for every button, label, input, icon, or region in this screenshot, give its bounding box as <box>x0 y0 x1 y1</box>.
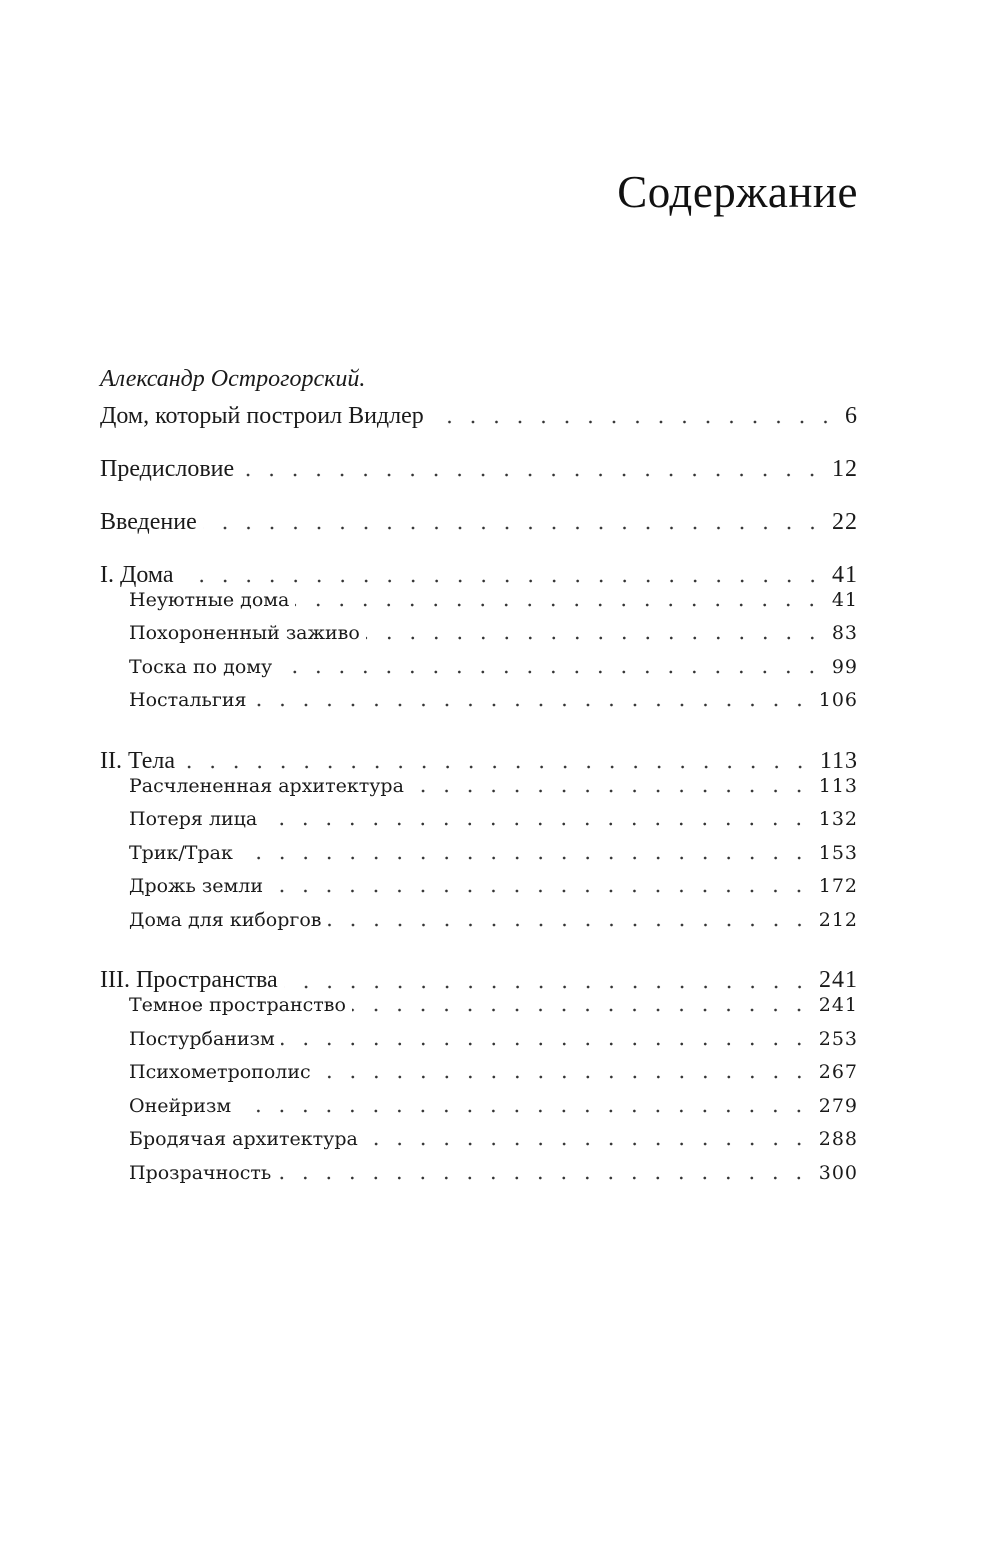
toc-chapter[interactable] <box>100 1089 858 1123</box>
dot-leader <box>317 1058 813 1081</box>
toc-chapter-page: 132 <box>818 808 858 831</box>
toc-chapter-label: Дрожь земли <box>129 875 264 898</box>
toc-entry-label: Предисловие <box>100 455 235 482</box>
toc-part-page: 241 <box>819 967 858 994</box>
toc-chapter[interactable] <box>100 989 858 1023</box>
toc-chapter-page: 267 <box>818 1061 858 1084</box>
toc-chapter[interactable] <box>100 903 858 937</box>
toc-entry-page: 22 <box>832 508 858 535</box>
toc-chapter-page: 253 <box>818 1027 858 1050</box>
toc-chapter-page: 106 <box>818 689 858 712</box>
toc-entry-preface[interactable] <box>100 447 858 482</box>
toc-chapter-page: 241 <box>818 994 858 1017</box>
toc-chapter-label: Темное пространство <box>129 994 346 1017</box>
intro-author: Александр Острогорский. <box>100 366 366 392</box>
toc-entry-page: 6 <box>845 402 858 429</box>
toc-chapter-label: Прозрачность <box>129 1161 272 1184</box>
toc-chapter-page: 172 <box>818 875 858 898</box>
toc-chapter-page: 83 <box>831 622 858 645</box>
toc-part-spaces[interactable] <box>100 959 858 994</box>
dot-leader <box>366 619 826 642</box>
toc-chapter-page: 212 <box>818 908 858 931</box>
dot-leader <box>263 805 813 828</box>
toc-chapter[interactable] <box>100 1022 858 1056</box>
toc-chapter-page: 288 <box>818 1128 858 1151</box>
toc-chapter-page: 41 <box>831 588 858 611</box>
toc-chapter-label: Неуютные дома <box>129 588 290 611</box>
toc-chapter-page: 113 <box>818 774 858 797</box>
toc-chapter[interactable] <box>100 650 858 684</box>
toc-chapter-page: 300 <box>818 1161 858 1184</box>
toc-chapter-label: Онейризм <box>129 1094 232 1117</box>
toc-part-houses[interactable] <box>100 553 858 588</box>
dot-leader <box>269 872 813 895</box>
dot-leader <box>430 398 839 427</box>
toc-chapter-label: Потеря лица <box>129 808 258 831</box>
dot-leader <box>277 1159 813 1182</box>
toc-chapter[interactable] <box>100 617 858 651</box>
toc-chapter-page: 279 <box>818 1094 858 1117</box>
toc-chapter[interactable] <box>100 684 858 718</box>
toc-chapter[interactable] <box>100 1156 858 1190</box>
dot-leader <box>181 743 814 772</box>
toc-chapter-label: Ностальгия <box>129 689 247 712</box>
toc-chapter[interactable] <box>100 769 858 803</box>
dot-leader <box>237 1092 813 1115</box>
toc-entry-label: Введение <box>100 508 197 535</box>
dot-leader <box>281 1025 813 1048</box>
toc-chapter-page: 99 <box>831 655 858 678</box>
toc-chapter-label: Психометрополис <box>129 1061 311 1084</box>
dot-leader <box>203 504 826 533</box>
toc-part-page: 113 <box>819 747 858 774</box>
toc-chapter-page: 153 <box>818 841 858 864</box>
toc-part-label: III. Пространства <box>100 967 278 994</box>
dot-leader <box>284 962 813 991</box>
toc-chapter-label: Тоска по дому <box>129 655 273 678</box>
dot-leader <box>328 906 813 929</box>
dot-leader <box>239 839 813 862</box>
toc-chapter[interactable] <box>100 583 858 617</box>
toc-chapter[interactable] <box>100 836 858 870</box>
dot-leader <box>352 991 813 1014</box>
toc-chapter-label: Похороненный заживо <box>129 622 360 645</box>
dot-leader <box>180 557 826 586</box>
toc-part-label: I. Дома <box>100 561 174 588</box>
toc-entry-label: Дом, который построил Видлер <box>100 402 424 429</box>
toc-part-page: 41 <box>832 561 858 588</box>
toc-entry-introduction[interactable] <box>100 500 858 535</box>
page-title: Содержание <box>617 167 858 217</box>
dot-leader <box>410 772 813 795</box>
dot-leader <box>253 686 813 709</box>
toc-entry-page: 12 <box>832 455 858 482</box>
toc-part-label: II. Тела <box>100 747 176 774</box>
table-of-contents <box>100 364 858 1190</box>
toc-part-bodies[interactable] <box>100 739 858 774</box>
toc-chapter[interactable] <box>100 1123 858 1157</box>
toc-entry-intro[interactable] <box>100 394 858 429</box>
toc-chapter-label: Бродячая архитектура <box>129 1128 358 1151</box>
dot-leader <box>364 1125 813 1148</box>
dot-leader <box>240 451 826 480</box>
toc-chapter[interactable] <box>100 870 858 904</box>
toc-chapter[interactable] <box>100 1056 858 1090</box>
toc-chapter-label: Дома для киборгов <box>129 908 322 931</box>
dot-leader <box>295 586 825 609</box>
dot-leader <box>278 653 826 676</box>
toc-chapter[interactable] <box>100 803 858 837</box>
toc-chapter-label: Постурбанизм <box>129 1027 275 1050</box>
toc-chapter-label: Расчлененная архитектура <box>129 774 404 797</box>
toc-chapter-label: Трик/Трак <box>129 841 233 864</box>
